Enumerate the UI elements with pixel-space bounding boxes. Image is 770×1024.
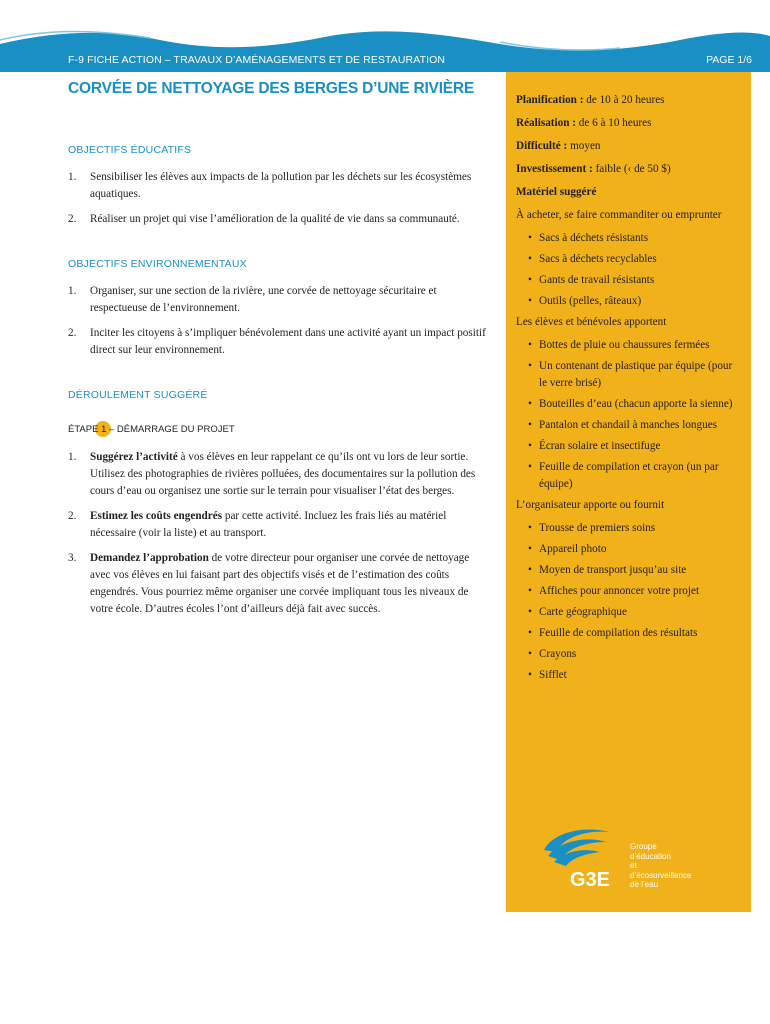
heading-deroulement: DÉROULEMENT SUGGÉRÉ xyxy=(68,389,208,401)
list-item: 1. Organiser, sur une section de la rivière, une corvée de nettoyage sécuritaire et respectueuse de l’environnement. xyxy=(68,285,437,314)
investissement-row: Investissement : faible (‹ de 50 $) xyxy=(516,163,671,175)
step-1-title: ÉTAPE 1 – DÉMARRAGE DU PROJET xyxy=(68,424,486,435)
main-content xyxy=(68,80,486,626)
list-objectifs-educatifs xyxy=(68,169,486,228)
list-item: 3. Demandez l’approbation de votre directeur pour organiser une corvée de nettoyage avec vos élèves en lui faisant part des objectifs visés et de l’estimation des coûts engendrés. Vous pourriez même organiser une corvée impliquant tous les niveaux de votre école. D’autres écoles l’ont d’ailleurs déjà fait avec succès. xyxy=(68,552,470,615)
acheter-heading: À acheter, se faire commanditer ou emprunter xyxy=(516,209,722,221)
list-item: • Pantalon et chandail à manches longues xyxy=(528,417,741,434)
g3e-logo-text: Groupe d’éducation et d’écosurveillance de l’eau xyxy=(630,842,692,889)
info-sidebar xyxy=(506,72,751,912)
list-item: • Un contenant de plastique par équipe (pour le verre brisé) xyxy=(528,358,741,392)
list-item: • Appareil photo xyxy=(528,541,741,558)
list-item: • Bottes de pluie ou chaussures fermées xyxy=(528,337,741,354)
list-item: 1. Suggérez l’activité à vos élèves en leur rappelant ce qu’ils ont vu lors de leur sortie. Utilisez des photographies de rivières polluées, des documentaires sur la pollution des cours d’eau ou organisez une sortie sur le terrain pour visualiser l’état des berges. xyxy=(68,451,476,497)
difficulte-row: Difficulté : moyen xyxy=(516,140,601,152)
list-item: • Écran solaire et insectifuge xyxy=(528,438,741,455)
realisation-row: Réalisation : de 6 à 10 heures xyxy=(516,117,652,129)
list-item: 2. Estimez les coûts engendrés par cette activité. Incluez les frais liés au matériel nécessaire (voir la liste) et au transport. xyxy=(68,510,447,539)
list-item: • Bouteilles d’eau (chacun apporte la sienne) xyxy=(528,396,741,413)
list-item: • Trousse de premiers soins xyxy=(528,520,741,537)
page-title: CORVÉE DE NETTOYAGE DES BERGES D’UNE RIVIÈRE xyxy=(68,80,475,97)
list-acheter xyxy=(516,230,741,310)
list-deroulement xyxy=(68,449,486,618)
heading-objectifs-educatifs: OBJECTIFS ÉDUCATIFS xyxy=(68,144,192,156)
list-item: 1. Sensibiliser les élèves aux impacts de la pollution par les déchets sur les écosystèmes aquatiques. xyxy=(68,171,472,200)
heading-objectifs-environnementaux: OBJECTIFS ENVIRONNEMENTAUX xyxy=(68,258,247,270)
list-item: 2. Inciter les citoyens à s’impliquer bénévolement dans une activité ayant un impact positif direct sur leur environnement. xyxy=(68,327,486,356)
list-item: • Affiches pour annoncer votre projet xyxy=(528,583,741,600)
list-eleves xyxy=(516,337,741,493)
list-item: • Sifflet xyxy=(528,667,741,684)
organisateur-heading: L’organisateur apporte ou fournit xyxy=(516,499,665,511)
list-item: • Carte géographique xyxy=(528,604,741,621)
svg-text:G3E: G3E xyxy=(570,869,611,891)
eleves-heading: Les élèves et bénévoles apportent xyxy=(516,316,667,328)
planification-row: Planification : de 10 à 20 heures xyxy=(516,94,665,106)
list-item: • Moyen de transport jusqu’au site xyxy=(528,562,741,579)
list-objectifs-environnementaux xyxy=(68,283,486,359)
list-item: • Sacs à déchets résistants xyxy=(528,230,741,247)
page-number: PAGE 1/6 xyxy=(706,54,752,66)
g3e-logo xyxy=(534,822,692,892)
list-organisateur xyxy=(516,520,741,684)
list-item: • Outils (pelles, râteaux) xyxy=(528,293,741,310)
list-item: • Feuille de compilation et crayon (un par équipe) xyxy=(528,459,741,493)
materiel-heading: Matériel suggéré xyxy=(516,186,597,198)
list-item: • Feuille de compilation des résultats xyxy=(528,625,741,642)
header-series-label: F-9 FICHE ACTION – TRAVAUX D’AMÉNAGEMENTS ET DE RESTAURATION xyxy=(68,54,446,66)
list-item: • Crayons xyxy=(528,646,741,663)
list-item: 2. Réaliser un projet qui vise l’amélioration de la qualité de vie dans sa communauté. xyxy=(68,213,460,225)
list-item: • Gants de travail résistants xyxy=(528,272,741,289)
list-item: • Sacs à déchets recyclables xyxy=(528,251,741,268)
